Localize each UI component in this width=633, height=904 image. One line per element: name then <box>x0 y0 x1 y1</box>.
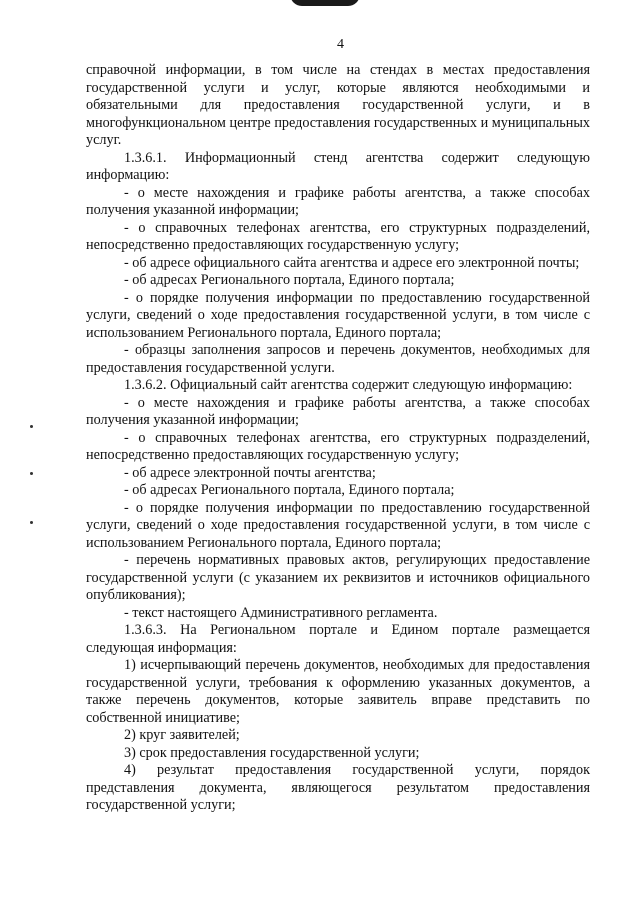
paragraph: справочной информации, в том числе на стендах в местах предоставления государственной услуги и услуг, которые являются необходимыми и обязательными для предоставления государственной услуги, и в многофункциональном центре предоставления государственных и муниципальных услуг. <box>86 62 590 148</box>
list-item: - о справочных телефонах агентства, его структурных подразделений, непосредственно предоставляющих государственную услугу; <box>86 429 590 463</box>
list-item: - об адресах Регионального портала, Единого портала; <box>124 482 455 498</box>
margin-mark <box>30 521 33 524</box>
list-item: - об адресах Регионального портала, Единого портала; <box>124 272 455 288</box>
document-body <box>86 62 590 815</box>
paragraph: 1.3.6.1. Информационный стенд агентства содержит следующую информацию: <box>86 149 590 183</box>
list-item: - перечень нормативных правовых актов, регулирующих предоставление государственной услуги (с указанием их реквизитов и источников официального опубликования); <box>86 552 590 603</box>
list-item: - о порядке получения информации по предоставлению государственной услуги, сведений о ходе предоставления государственной услуги, в том числе с использованием Регионального портала, Единого портала; <box>86 289 590 341</box>
list-item: 4) результат предоставления государственной услуги, порядок представления документа, являющегося результатом предоставления государственной услуги; <box>86 762 590 813</box>
list-item: - об адресе официального сайта агентства и адресе его электронной почты; <box>124 254 580 271</box>
list-item: - о месте нахождения и графике работы агентства, а также способах получения указанной информации; <box>86 184 590 218</box>
list-item: - образцы заполнения запросов и перечень документов, необходимых для предоставления государственной услуги. <box>86 342 590 376</box>
list-item: 2) круг заявителей; <box>124 727 240 743</box>
list-item: - о порядке получения информации по предоставлению государственной услуги, сведений о ходе предоставления государственной услуги, в том числе с использованием Регионального портала, Единого портала; <box>86 499 590 551</box>
list-item: - об адресе электронной почты агентства; <box>124 464 376 481</box>
scan-artifact <box>290 0 360 6</box>
list-item: 1) исчерпывающий перечень документов, необходимых для предоставления государственной услуги, требования к оформлению указанных документов, а также перечень документов, которые заявитель вправе представить по собственной инициативе; <box>86 657 590 726</box>
list-item: 3) срок предоставления государственной услуги; <box>124 744 420 761</box>
paragraph: 1.3.6.2. Официальный сайт агентства содержит следующую информацию: <box>124 377 573 393</box>
list-item: - о справочных телефонах агентства, его структурных подразделений, непосредственно предоставляющих государственную услугу; <box>86 219 590 253</box>
list-item: - о месте нахождения и графике работы агентства, а также способах получения указанной информации; <box>86 394 590 428</box>
margin-mark <box>30 425 33 428</box>
margin-mark <box>30 472 33 475</box>
list-item: - текст настоящего Административного регламента. <box>124 604 438 621</box>
page-number: 4 <box>337 37 344 52</box>
paragraph: 1.3.6.3. На Региональном портале и Едином портале размещается следующая информация: <box>86 622 590 656</box>
